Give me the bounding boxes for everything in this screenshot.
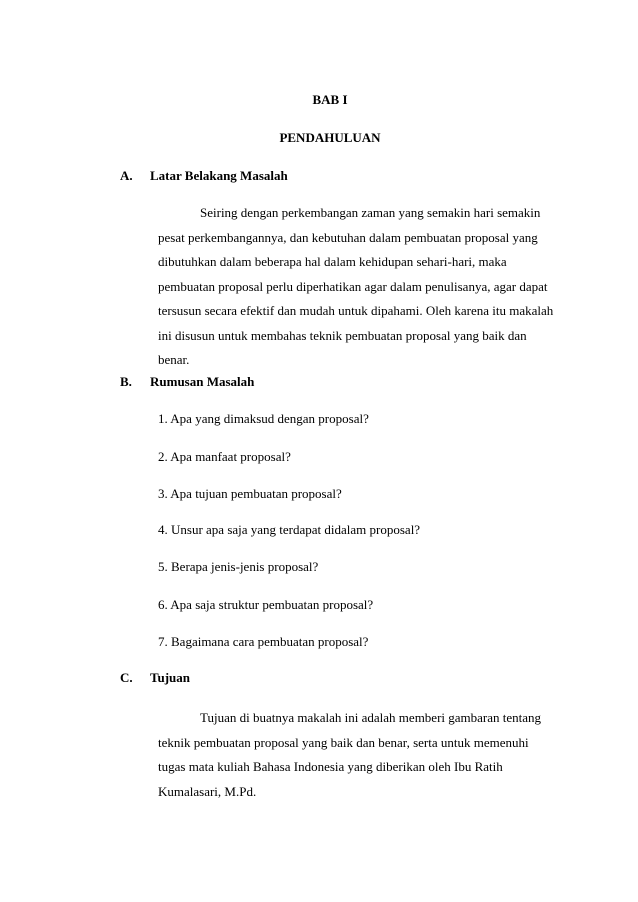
- section-a-letter: A.: [120, 168, 133, 183]
- section-c-title: Tujuan: [150, 670, 190, 685]
- list-item: 7. Bagaimana cara pembuatan proposal?: [158, 634, 369, 649]
- section-a-paragraph-text: Seiring dengan perkembangan zaman yang semakin hari semakin pesat perkembangannya, dan kebutuhan dalam pembuatan proposal yang dibutuhkan dalam beberapa hal dalam kehidupan sehari-hari, maka pembuatan proposal perlu diperhatikan agar dalam penulisanya, agar dapat tersusun secara efektif dan mudah untuk dipahami. Oleh karena itu makalah ini disusun untuk membahas teknik pembuatan proposal yang baik dan benar.: [158, 205, 554, 367]
- list-item: 1. Apa yang dimaksud dengan proposal?: [158, 411, 369, 426]
- section-b-title: Rumusan Masalah: [150, 374, 255, 389]
- list-item: 5. Berapa jenis-jenis proposal?: [158, 559, 319, 574]
- section-b-letter: B.: [120, 374, 132, 389]
- list-item: 4. Unsur apa saja yang terdapat didalam proposal?: [158, 522, 421, 537]
- section-a-title: Latar Belakang Masalah: [150, 168, 288, 183]
- list-item: 6. Apa saja struktur pembuatan proposal?: [158, 597, 374, 612]
- chapter-heading: BAB I: [312, 92, 348, 107]
- list-item: 3. Apa tujuan pembuatan proposal?: [158, 486, 342, 501]
- section-c-letter: C.: [120, 670, 133, 685]
- chapter-title: PENDAHULUAN: [279, 130, 381, 145]
- section-c-paragraph: [158, 706, 558, 804]
- section-c-paragraph-text: Tujuan di buatnya makalah ini adalah memberi gambaran tentang teknik pembuatan proposal yang baik dan benar, serta untuk memenuhi tugas mata kuliah Bahasa Indonesia yang diberikan oleh Ibu Ratih Kumalasari, M.Pd.: [158, 710, 542, 799]
- list-item: 2. Apa manfaat proposal?: [158, 449, 291, 464]
- section-a-paragraph: [158, 201, 558, 373]
